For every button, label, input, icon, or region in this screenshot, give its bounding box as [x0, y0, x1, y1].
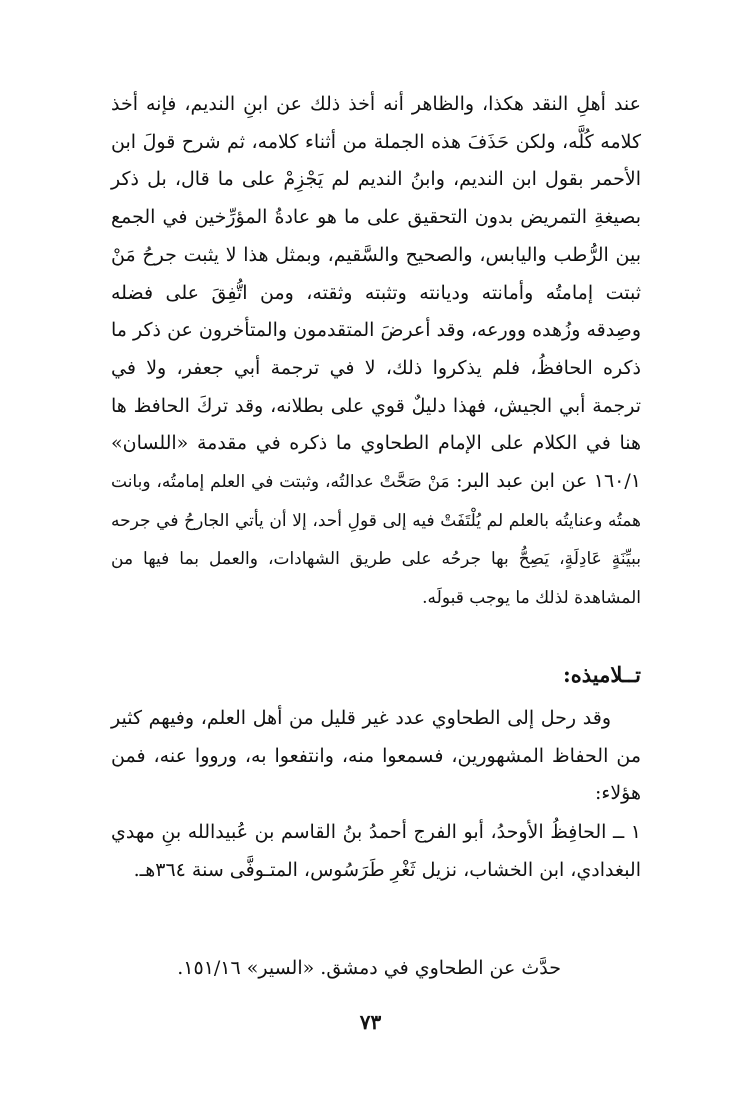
- student-entry-1: [111, 814, 641, 889]
- paragraph-text: ١ ــ الحافِظُ الأوحدُ، أبو الفرج أحمدُ بنُ القاسم بن عُبيدالله بنِ مهدي البغدادي، ابن الخشاب، نزيل ثَغْرِ طَرَسُوس، المتـوفَّى سنة ٣٦٤هـ.: [111, 821, 641, 881]
- quoted-text: مَنْ صَحَّتْ عدالتُه، وثبتت في العلم إمامتُه، وبانت همتُه وعنايتُه بالعلم لم يُلْتَفَتْ فيه إلى قولِ أحد، إلا أن يأتي الجارحُ في جرحه ببيِّنَةٍ عَادِلَةٍ، يَصِحُّ بها جرحُه على طريق الشهادات، والعمل بما فيها من المشاهدة لذلك ما يوجب قبولَه.: [111, 472, 641, 609]
- page-number: ٧٣: [359, 1010, 382, 1034]
- section-heading-students: تــلاميذه:: [562, 662, 641, 687]
- student-entry-1-note: [111, 950, 641, 988]
- body-paragraph-1: [111, 86, 641, 618]
- paragraph-text: وقد رحل إلى الطحاوي عدد غير قليل من أهل العلم، وفيهم كثير من الحفاظ المشهورين، فسمعوا منه، وانتفعوا به، ورووا عنه، فمن هؤلاء:: [111, 707, 641, 805]
- body-paragraph-2: [111, 700, 641, 813]
- paragraph-text: حدَّث عن الطحاوي في دمشق. «السير» ١٥١/١٦.: [177, 957, 561, 979]
- paragraph-text: عند أهلِ النقد هكذا، والظاهر أنه أخذ ذلك عن ابنِ النديم، فإنه أخذ كلامه كُلَّه، ولكن حَذَفَ هذه الجملة من أثناء كلامه، ثم شرح قولَ ابن الأحمر بقول ابن النديم، وابنُ النديم لم يَجْزِمْ على ما قال، بل ذكر بصيغةِ التمريض بدون التحقيق على ما هو عادةُ المؤرِّخين في الجمع بين الرُّطب واليابس، والصحيح والسَّقيم، وبمثل هذا لا يثبت جرحُ مَنْ ثبتت إمامتُه وأمانته وديانته وتثبته وثقته، ومن اتُّفِقَ على فضله وصِدقه وزُهده وورعه، وقد أعرضَ المتقدمون والمتأخرون عن ذكر ما ذكره الحافظُ، فلم يذكروا ذلك، لا في ترجمة أبي جعفر، ولا في ترجمة أبي الجيش، فهذا دليلٌ قوي على بطلانه، وقد تركَ الحافظ ها هنا في الكلام على الإمام الطحاوي ما ذكره في مقدمة «اللسان» ١٦٠/١ عن ابن عبد البر:: [111, 93, 641, 493]
